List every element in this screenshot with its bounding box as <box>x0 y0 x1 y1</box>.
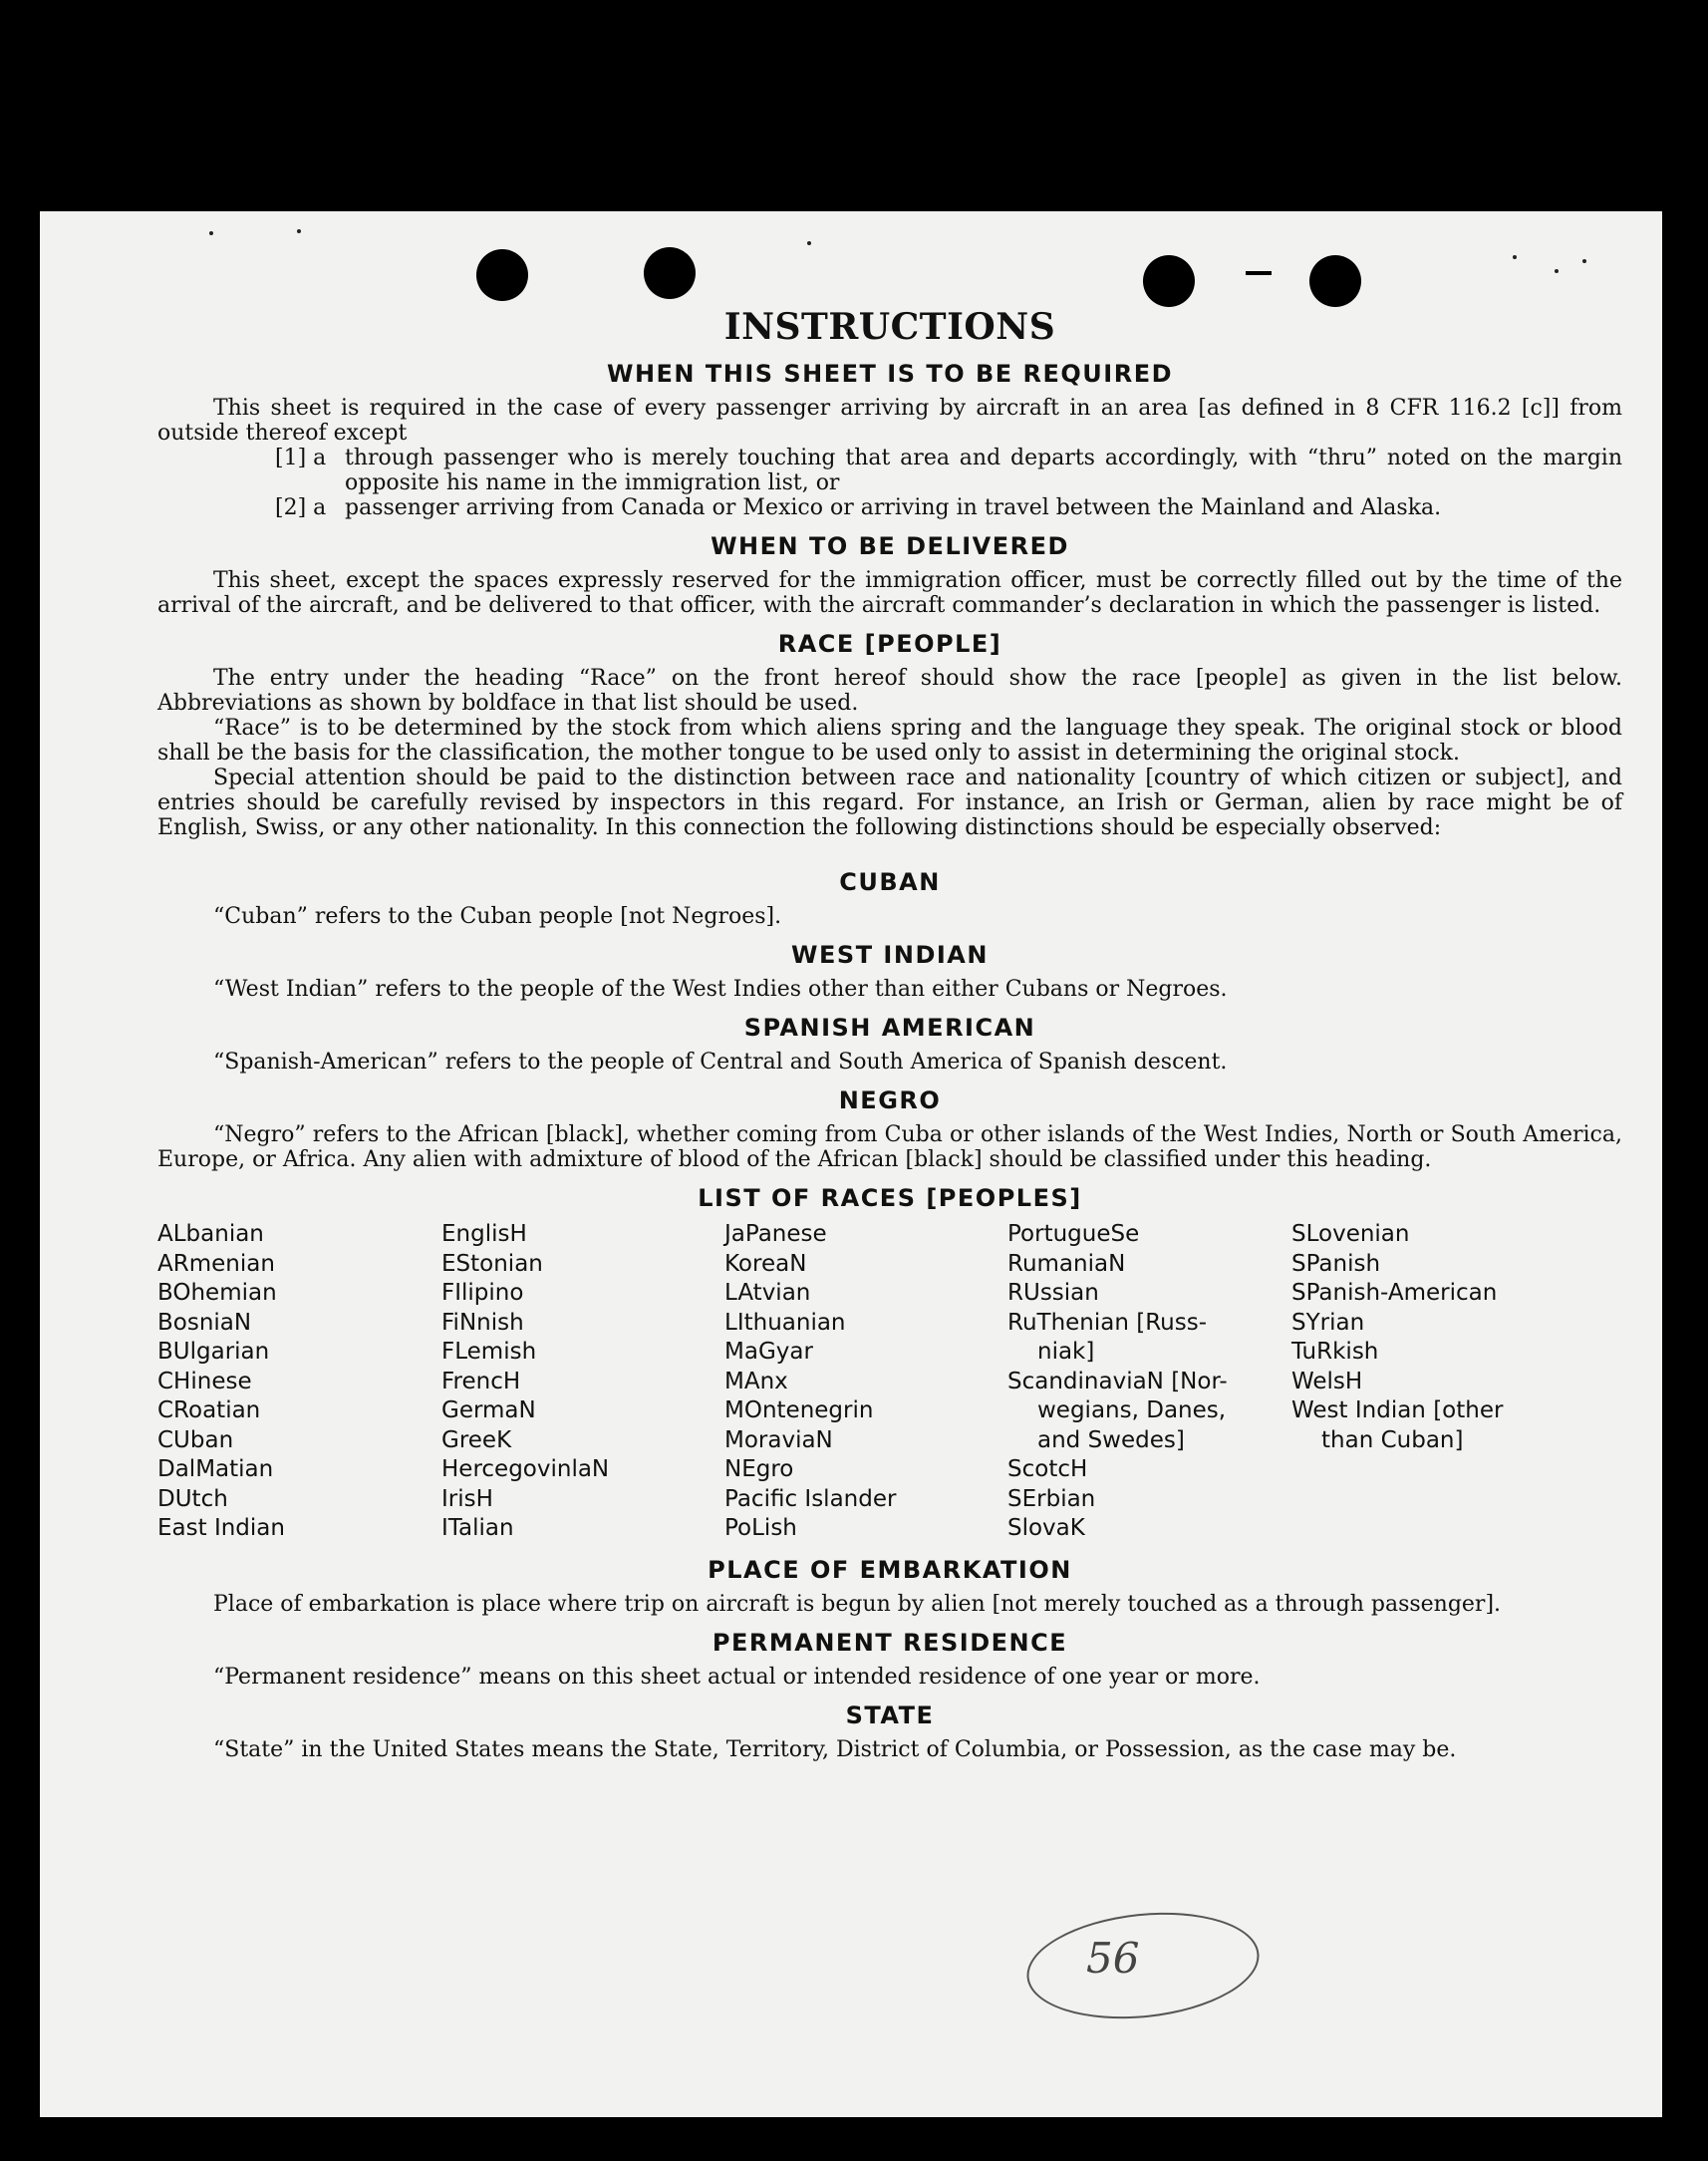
race-entry: SlovaK <box>1007 1515 1085 1541</box>
race-entry: WelsH <box>1291 1368 1363 1394</box>
ink-mark <box>1246 271 1272 275</box>
west-indian-text: “West Indian” refers to the people of the West Indies other than either Cubans or Negroes. <box>213 977 1228 1002</box>
residence-text: “Permanent residence” means on this sheet actual or intended residence of one year or more. <box>213 1664 1261 1690</box>
race-entry: MAnx <box>724 1368 788 1394</box>
race-entry: HercegovinlaN <box>441 1456 610 1482</box>
speck <box>209 231 213 235</box>
race-entry: ALbanian <box>157 1221 264 1247</box>
item-number: [2] a <box>275 495 327 520</box>
delivered-text: This sheet, except the spaces expressly reserved for the immigration officer, must be correctly filled out by the time of the arrival of the aircraft, and be delivered to that officer, with the aircraft commander’s declaration in which the passenger is listed. <box>157 568 1622 618</box>
race-paragraph: The entry under the heading “Race” on the front hereof should show the race [people] as given in the list below. Abbreviations as shown by boldface in that list should be used. <box>157 666 1622 716</box>
race-entry: LAtvian <box>724 1280 811 1306</box>
race-entry: NEgro <box>724 1456 794 1482</box>
section-heading-spanish-american: SPANISH AMERICAN <box>743 1014 1036 1042</box>
race-entry: MaGyar <box>724 1339 813 1365</box>
section-heading-residence: PERMANENT RESIDENCE <box>712 1628 1068 1657</box>
race-entry: ScandinaviaN [Nor- <box>1007 1368 1228 1394</box>
spanish-american-text: “Spanish-American” refers to the people of Central and South America of Spanish descent. <box>213 1050 1228 1075</box>
race-entry: BUlgarian <box>157 1339 270 1365</box>
race-paragraph: “Race” is to be determined by the stock from which aliens spring and the language they speak. The original stock or blood shall be the basis for the classification, the mother tongue to be used only to assist in determining the original stock. <box>157 716 1622 766</box>
race-entry: PortugueSe <box>1007 1221 1140 1247</box>
item-text: through passenger who is merely touching that area and departs accordingly, with “thru” noted on the margin opposite his name in the immigration list, or <box>345 446 1622 495</box>
section-heading-delivered: WHEN TO BE DELIVERED <box>711 532 1069 560</box>
race-entry: East Indian <box>157 1515 285 1541</box>
race-entry: ScotcH <box>1007 1456 1088 1482</box>
race-entry-continuation: and Swedes] <box>1037 1426 1185 1453</box>
race-entry: GermaN <box>441 1397 536 1423</box>
speck <box>807 241 811 245</box>
race-entry: RuThenian [Russ- <box>1007 1309 1208 1336</box>
race-entry: SPanish <box>1291 1250 1381 1277</box>
section-heading-embarkation: PLACE OF EMBARKATION <box>708 1555 1072 1584</box>
race-entry: IrisH <box>441 1485 493 1512</box>
races-column-4 <box>1007 1220 1291 1544</box>
race-entry: SYrian <box>1291 1309 1365 1336</box>
document-sheet <box>40 211 1662 2117</box>
punch-hole <box>1143 255 1195 307</box>
race-entry: RUssian <box>1007 1280 1099 1306</box>
race-entry: BOhemian <box>157 1280 277 1306</box>
section-heading-negro: NEGRO <box>838 1086 942 1114</box>
race-entry: CHinese <box>157 1368 252 1394</box>
state-text: “State” in the United States means the State, Territory, District of Columbia, or Possession, as the case may be. <box>213 1736 1457 1762</box>
race-entry: West Indian [other <box>1291 1397 1504 1423</box>
race-entry: DalMatian <box>157 1456 274 1482</box>
list-item <box>157 446 1622 495</box>
races-column-5 <box>1291 1220 1590 1544</box>
race-paragraph: Special attention should be paid to the distinction between race and nationality [country of which citizen or subject], and entries should be carefully revised by inspectors in this regard. For instance, an Irish or German, alien by race might be of English, Swiss, or any other nationality. In this connection the following distinctions should be especially observed: <box>157 766 1622 840</box>
race-entry: ARmenian <box>157 1250 275 1277</box>
race-entry: FiNnish <box>441 1309 524 1336</box>
race-entry: JaPanese <box>724 1221 827 1247</box>
race-entry: PoLish <box>724 1515 797 1541</box>
race-entry-continuation: niak] <box>1037 1339 1095 1365</box>
race-entry-continuation: than Cuban] <box>1321 1426 1464 1453</box>
section-heading-list: LIST OF RACES [PEOPLES] <box>698 1184 1082 1212</box>
race-entry: FIlipino <box>441 1280 524 1306</box>
punch-hole <box>476 249 528 301</box>
cuban-text: “Cuban” refers to the Cuban people [not Negroes]. <box>213 904 782 929</box>
section-heading-west-indian: WEST INDIAN <box>791 941 989 969</box>
races-list <box>157 1220 1622 1544</box>
race-entry: CUban <box>157 1426 234 1453</box>
race-entry: CRoatian <box>157 1397 261 1423</box>
race-entry: FLemish <box>441 1339 537 1365</box>
race-entry: SErbian <box>1007 1485 1096 1512</box>
page-title: INSTRUCTIONS <box>723 306 1056 348</box>
list-item <box>157 495 1622 520</box>
race-entry: EnglisH <box>441 1221 527 1247</box>
race-entry: KoreaN <box>724 1250 807 1277</box>
race-entry: Pacific Islander <box>724 1485 897 1512</box>
punch-hole <box>1309 255 1361 307</box>
race-entry: TuRkish <box>1291 1339 1379 1365</box>
race-entry: GreeK <box>441 1426 512 1453</box>
item-text: passenger arriving from Canada or Mexico or arriving in travel between the Mainland and Alaska. <box>345 495 1442 520</box>
race-entry: MoraviaN <box>724 1426 833 1453</box>
race-entry: EStonian <box>441 1250 543 1277</box>
race-entry: RumaniaN <box>1007 1250 1126 1277</box>
section-heading-state: STATE <box>845 1700 935 1729</box>
races-column-2 <box>441 1220 724 1544</box>
race-entry: SPanish-American <box>1291 1280 1498 1306</box>
item-number: [1] a <box>275 446 327 470</box>
instructions-body <box>157 306 1622 1762</box>
punch-hole <box>644 247 696 299</box>
section-heading-race: RACE [PEOPLE] <box>777 630 1002 658</box>
race-entry: BosniaN <box>157 1309 252 1336</box>
race-entry-continuation: wegians, Danes, <box>1037 1397 1227 1423</box>
speck <box>1513 255 1517 259</box>
section-heading-cuban: CUBAN <box>839 868 941 896</box>
speck <box>297 229 301 233</box>
race-entry: MOntenegrin <box>724 1397 874 1423</box>
race-entry: ITalian <box>441 1515 514 1541</box>
race-entry: LIthuanian <box>724 1309 846 1336</box>
handwritten-number: 56 <box>1086 1934 1140 1983</box>
races-column-1 <box>157 1220 441 1544</box>
speck <box>1582 259 1586 263</box>
embarkation-text: Place of embarkation is place where trip on aircraft is begun by alien [not merely touched as a through passenger]. <box>213 1591 1502 1617</box>
race-entry: FrencH <box>441 1368 521 1394</box>
races-column-3 <box>724 1220 1007 1544</box>
speck <box>1555 269 1559 273</box>
negro-text: “Negro” refers to the African [black], whether coming from Cuba or other islands of the West Indies, North or South America, Europe, or Africa. Any alien with admixture of blood of the African [black] should be classified under this heading. <box>157 1122 1622 1172</box>
section-heading-required: WHEN THIS SHEET IS TO BE REQUIRED <box>606 360 1174 388</box>
race-entry: SLovenian <box>1291 1221 1410 1247</box>
race-entry: DUtch <box>157 1485 228 1512</box>
required-intro: This sheet is required in the case of every passenger arriving by aircraft in an area [as defined in 8 CFR 116.2 [c]] from outside thereof except <box>157 396 1622 446</box>
